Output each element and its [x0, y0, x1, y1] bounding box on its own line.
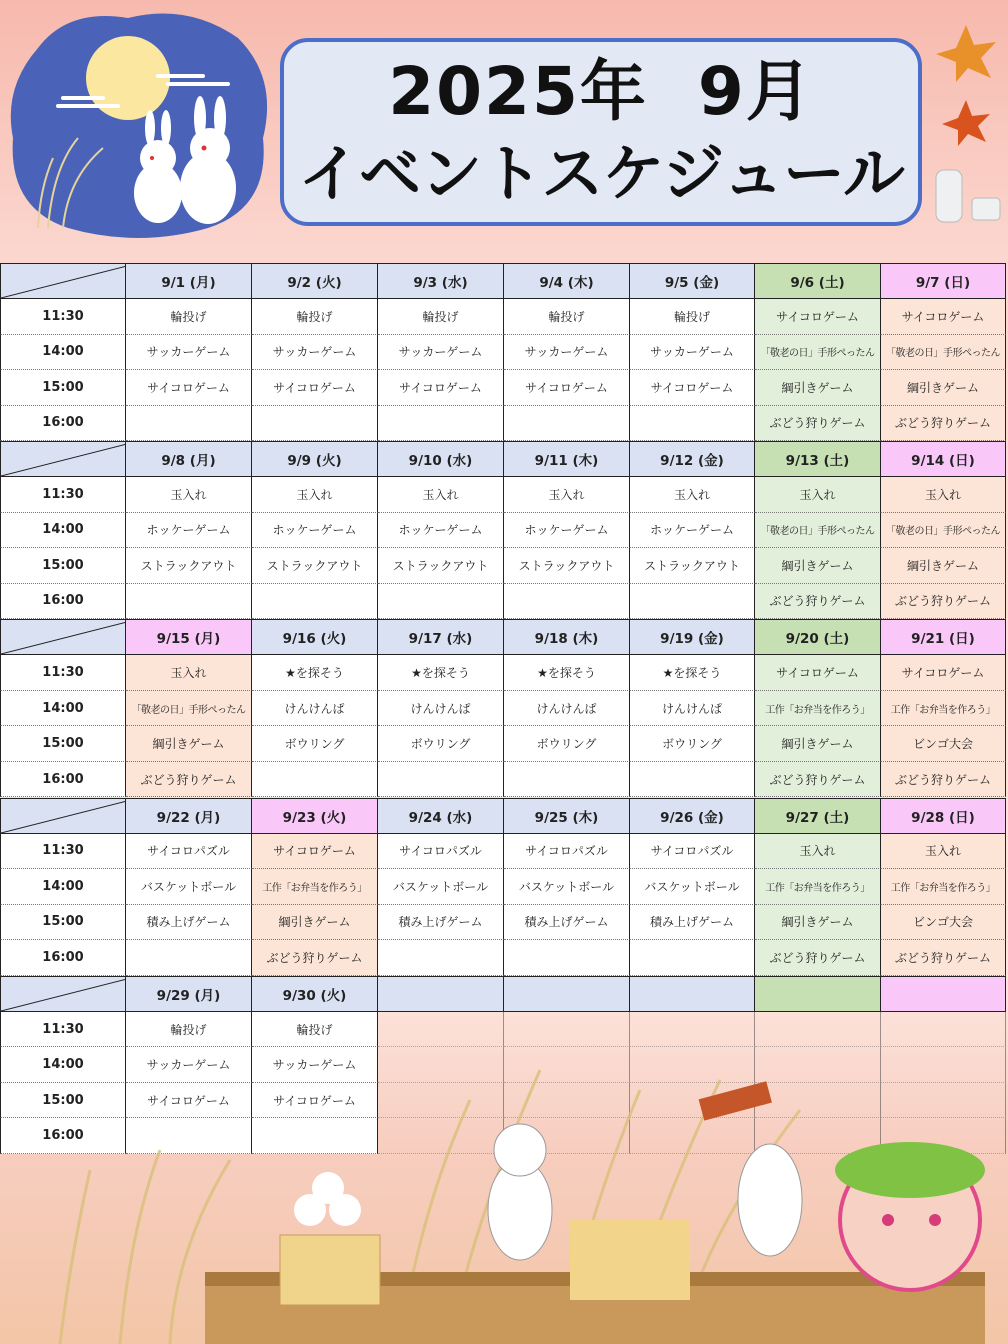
day-header: 9/18 (木): [504, 619, 630, 655]
day-header: 9/22 (月): [126, 798, 252, 834]
day-header: 9/24 (水): [378, 798, 504, 834]
event-cell: ストラックアウト: [630, 548, 755, 584]
schedule-row: [0, 905, 1006, 941]
event-cell: 綱引きゲーム: [252, 905, 378, 941]
time-slot-label: 14:00: [0, 869, 126, 905]
event-cell: 工作「お弁当を作ろう」: [252, 869, 378, 905]
event-cell: 綱引きゲーム: [755, 905, 881, 941]
week-header-row: [0, 976, 1006, 1012]
event-cell: [126, 406, 252, 442]
event-cell: サイコロゲーム: [630, 370, 755, 406]
schedule-row: [0, 406, 1006, 442]
time-slot-label: 11:30: [0, 655, 126, 691]
header: [0, 0, 1008, 262]
event-cell: [378, 940, 504, 976]
event-cell: 玉入れ: [126, 477, 252, 513]
event-cell: 「敬老の日」手形ぺったん: [755, 335, 881, 371]
schedule-row: [0, 513, 1006, 549]
event-cell: 玉入れ: [252, 477, 378, 513]
day-header: 9/19 (金): [630, 619, 755, 655]
event-cell: [378, 762, 504, 798]
day-header: 9/4 (木): [504, 263, 630, 299]
event-cell: [504, 584, 630, 620]
event-cell: 輪投げ: [126, 1012, 252, 1048]
event-cell: ボウリング: [630, 726, 755, 762]
event-cell: サイコロゲーム: [126, 1083, 252, 1119]
schedule-row: [0, 584, 1006, 620]
event-cell: けんけんぱ: [630, 691, 755, 727]
event-cell: ボウリング: [378, 726, 504, 762]
event-cell: 玉入れ: [881, 477, 1006, 513]
event-cell: ぶどう狩りゲーム: [755, 584, 881, 620]
corner-diagonal-cell: [0, 798, 126, 834]
event-cell: サイコロゲーム: [252, 370, 378, 406]
time-slot-label: 14:00: [0, 691, 126, 727]
day-header: 9/20 (土): [755, 619, 881, 655]
event-cell: 工作「お弁当を作ろう」: [755, 691, 881, 727]
schedule-row: [0, 834, 1006, 870]
day-header: 9/12 (金): [630, 441, 755, 477]
day-header: 9/26 (金): [630, 798, 755, 834]
event-cell: ホッケーゲーム: [252, 513, 378, 549]
event-cell: サイコロゲーム: [252, 834, 378, 870]
corner-diagonal-cell: [0, 976, 126, 1012]
event-cell: サイコロゲーム: [126, 370, 252, 406]
event-cell: 「敬老の日」手形ぺったん: [126, 691, 252, 727]
day-header: 9/8 (月): [126, 441, 252, 477]
event-cell: ボウリング: [504, 726, 630, 762]
day-header: 9/25 (木): [504, 798, 630, 834]
day-header: 9/10 (水): [378, 441, 504, 477]
event-cell: 玉入れ: [378, 477, 504, 513]
day-header: 9/11 (木): [504, 441, 630, 477]
event-cell: サイコロゲーム: [755, 299, 881, 335]
event-cell: サッカーゲーム: [378, 335, 504, 371]
schedule-row: [0, 370, 1006, 406]
event-cell: [504, 940, 630, 976]
event-cell: ★を探そう: [504, 655, 630, 691]
day-header: 9/30 (火): [252, 976, 378, 1012]
event-cell: ホッケーゲーム: [126, 513, 252, 549]
schedule-row: [0, 726, 1006, 762]
event-cell: 綱引きゲーム: [881, 370, 1006, 406]
event-cell: 積み上げゲーム: [126, 905, 252, 941]
event-cell: [630, 584, 755, 620]
schedule-row: [0, 762, 1006, 798]
event-cell: [630, 762, 755, 798]
day-header: [630, 976, 755, 1012]
event-cell: けんけんぱ: [504, 691, 630, 727]
event-cell: 玉入れ: [755, 834, 881, 870]
event-cell: サイコロゲーム: [378, 370, 504, 406]
day-header: 9/14 (日): [881, 441, 1006, 477]
event-cell: 積み上げゲーム: [630, 905, 755, 941]
week-header-row: [0, 798, 1006, 834]
corner-diagonal-cell: [0, 619, 126, 655]
schedule-row: [0, 548, 1006, 584]
schedule-row: [0, 655, 1006, 691]
event-cell: サイコロゲーム: [504, 370, 630, 406]
event-cell: ★を探そう: [252, 655, 378, 691]
day-header: [881, 976, 1006, 1012]
event-cell: サッカーゲーム: [126, 335, 252, 371]
day-header: 9/17 (水): [378, 619, 504, 655]
day-header: 9/9 (火): [252, 441, 378, 477]
event-cell: サイコロパズル: [630, 834, 755, 870]
event-cell: ぶどう狩りゲーム: [755, 940, 881, 976]
event-cell: [252, 762, 378, 798]
event-cell: 工作「お弁当を作ろう」: [881, 869, 1006, 905]
day-header: 9/7 (日): [881, 263, 1006, 299]
time-slot-label: 15:00: [0, 905, 126, 941]
moon-viewing-footer-illustration: [0, 1010, 1008, 1344]
day-header: 9/23 (火): [252, 798, 378, 834]
day-header: 9/16 (火): [252, 619, 378, 655]
day-header: 9/3 (水): [378, 263, 504, 299]
event-cell: サイコロパズル: [378, 834, 504, 870]
event-cell: ビンゴ大会: [881, 905, 1006, 941]
event-cell: サイコロゲーム: [881, 655, 1006, 691]
day-header: 9/29 (月): [126, 976, 252, 1012]
event-cell: [252, 406, 378, 442]
event-cell: [504, 406, 630, 442]
event-cell: [504, 762, 630, 798]
event-cell: サイコロゲーム: [755, 655, 881, 691]
event-cell: 綱引きゲーム: [755, 548, 881, 584]
event-cell: バスケットボール: [504, 869, 630, 905]
week-header-row: [0, 263, 1006, 299]
event-cell: ホッケーゲーム: [504, 513, 630, 549]
event-cell: サイコロゲーム: [252, 1083, 378, 1119]
event-cell: バスケットボール: [630, 869, 755, 905]
corner-diagonal-cell: [0, 441, 126, 477]
event-cell: 輪投げ: [252, 299, 378, 335]
event-cell: ぶどう狩りゲーム: [755, 406, 881, 442]
event-cell: 輪投げ: [630, 299, 755, 335]
event-cell: 工作「お弁当を作ろう」: [755, 869, 881, 905]
schedule-row: [0, 691, 1006, 727]
time-slot-label: 16:00: [0, 940, 126, 976]
event-cell: 玉入れ: [126, 655, 252, 691]
event-cell: 「敬老の日」手形ぺったん: [881, 513, 1006, 549]
time-slot-label: 16:00: [0, 762, 126, 798]
event-cell: ボウリング: [252, 726, 378, 762]
day-header: [378, 976, 504, 1012]
day-header: 9/5 (金): [630, 263, 755, 299]
event-cell: 玉入れ: [504, 477, 630, 513]
event-cell: [378, 584, 504, 620]
event-cell: 工作「お弁当を作ろう」: [881, 691, 1006, 727]
event-cell: ホッケーゲーム: [378, 513, 504, 549]
schedule-row: [0, 299, 1006, 335]
title-banner: [280, 38, 922, 226]
title-year-month: 2025年 9月: [388, 53, 814, 130]
event-cell: けんけんぱ: [378, 691, 504, 727]
event-cell: バスケットボール: [378, 869, 504, 905]
event-cell: けんけんぱ: [252, 691, 378, 727]
event-cell: ぶどう狩りゲーム: [881, 584, 1006, 620]
time-slot-label: 16:00: [0, 406, 126, 442]
day-header: [755, 976, 881, 1012]
event-cell: [126, 940, 252, 976]
schedule-row: [0, 335, 1006, 371]
event-cell: 輪投げ: [252, 1012, 378, 1048]
time-slot-label: 16:00: [0, 1118, 126, 1154]
day-header: 9/27 (土): [755, 798, 881, 834]
time-slot-label: 16:00: [0, 584, 126, 620]
event-cell: 「敬老の日」手形ぺったん: [755, 513, 881, 549]
event-cell: 輪投げ: [378, 299, 504, 335]
event-cell: ぶどう狩りゲーム: [881, 762, 1006, 798]
event-cell: 輪投げ: [126, 299, 252, 335]
day-header: 9/13 (土): [755, 441, 881, 477]
event-cell: [378, 406, 504, 442]
day-header: 9/21 (日): [881, 619, 1006, 655]
event-cell: ホッケーゲーム: [630, 513, 755, 549]
week-header-row: [0, 441, 1006, 477]
event-cell: 綱引きゲーム: [755, 370, 881, 406]
event-cell: 玉入れ: [630, 477, 755, 513]
event-cell: サッカーゲーム: [630, 335, 755, 371]
time-slot-label: 11:30: [0, 834, 126, 870]
time-slot-label: 14:00: [0, 513, 126, 549]
time-slot-label: 11:30: [0, 299, 126, 335]
event-cell: サッカーゲーム: [252, 1047, 378, 1083]
event-cell: 輪投げ: [504, 299, 630, 335]
event-cell: 玉入れ: [755, 477, 881, 513]
autumn-leaves-icon: [926, 20, 1006, 230]
event-cell: 綱引きゲーム: [881, 548, 1006, 584]
schedule-row: [0, 477, 1006, 513]
title-event-schedule: イベントスケジュール: [298, 137, 904, 210]
event-cell: 綱引きゲーム: [126, 726, 252, 762]
event-cell: ビンゴ大会: [881, 726, 1006, 762]
event-cell: サイコロパズル: [504, 834, 630, 870]
event-cell: 綱引きゲーム: [755, 726, 881, 762]
corner-diagonal-cell: [0, 263, 126, 299]
event-cell: ★を探そう: [378, 655, 504, 691]
event-cell: ぶどう狩りゲーム: [881, 940, 1006, 976]
time-slot-label: 15:00: [0, 1083, 126, 1119]
event-cell: 積み上げゲーム: [504, 905, 630, 941]
schedule-row: [0, 940, 1006, 976]
event-cell: [630, 406, 755, 442]
event-cell: ストラックアウト: [252, 548, 378, 584]
event-cell: ストラックアウト: [126, 548, 252, 584]
event-cell: ストラックアウト: [378, 548, 504, 584]
event-cell: ぶどう狩りゲーム: [881, 406, 1006, 442]
time-slot-label: 11:30: [0, 1012, 126, 1048]
event-cell: [126, 584, 252, 620]
day-header: 9/1 (月): [126, 263, 252, 299]
time-slot-label: 15:00: [0, 726, 126, 762]
event-cell: バスケットボール: [126, 869, 252, 905]
event-cell: サイコロパズル: [126, 834, 252, 870]
day-header: 9/28 (日): [881, 798, 1006, 834]
event-cell: サッカーゲーム: [504, 335, 630, 371]
event-cell: ぶどう狩りゲーム: [126, 762, 252, 798]
time-slot-label: 15:00: [0, 370, 126, 406]
day-header: 9/15 (月): [126, 619, 252, 655]
time-slot-label: 15:00: [0, 548, 126, 584]
event-cell: [630, 940, 755, 976]
event-cell: サッカーゲーム: [126, 1047, 252, 1083]
event-cell: ぶどう狩りゲーム: [755, 762, 881, 798]
event-cell: サイコロゲーム: [881, 299, 1006, 335]
time-slot-label: 11:30: [0, 477, 126, 513]
day-header: [504, 976, 630, 1012]
event-cell: ★を探そう: [630, 655, 755, 691]
day-header: 9/6 (土): [755, 263, 881, 299]
moon-rabbit-illustration: [8, 8, 272, 238]
week-header-row: [0, 619, 1006, 655]
event-cell: 玉入れ: [881, 834, 1006, 870]
time-slot-label: 14:00: [0, 335, 126, 371]
event-cell: サッカーゲーム: [252, 335, 378, 371]
schedule-row: [0, 869, 1006, 905]
event-cell: 「敬老の日」手形ぺったん: [881, 335, 1006, 371]
time-slot-label: 14:00: [0, 1047, 126, 1083]
event-cell: 積み上げゲーム: [378, 905, 504, 941]
event-cell: [252, 584, 378, 620]
event-cell: ストラックアウト: [504, 548, 630, 584]
day-header: 9/2 (火): [252, 263, 378, 299]
event-cell: ぶどう狩りゲーム: [252, 940, 378, 976]
